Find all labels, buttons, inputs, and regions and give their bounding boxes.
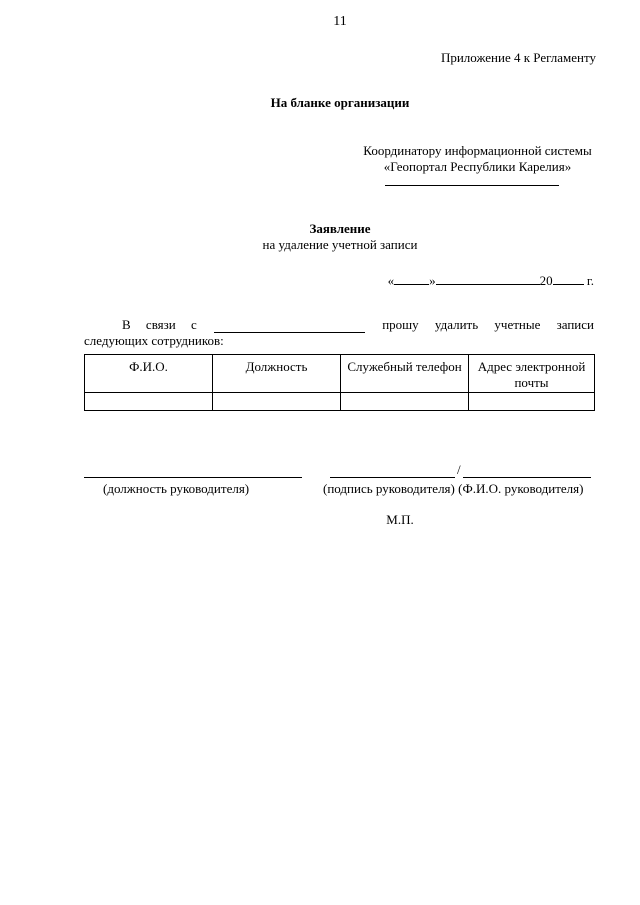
document-title: Заявление (309, 221, 371, 236)
table-header-row (85, 355, 595, 393)
column-header-fio: Ф.И.О. (85, 355, 213, 393)
position-signature-line[interactable] (84, 477, 302, 478)
table-cell-phone[interactable] (341, 393, 469, 411)
page-number: 11 (333, 14, 347, 29)
date-line (388, 271, 594, 289)
column-header-position: Должность (213, 355, 341, 393)
column-header-phone: Служебный телефон (341, 355, 469, 393)
date-year-suffix: г. (586, 273, 594, 288)
table-cell-email[interactable] (469, 393, 595, 411)
addressee-line-2: «Геопортал Республики Карелия» (383, 159, 572, 174)
table-row (85, 393, 595, 411)
date-close-quote: » (429, 273, 436, 288)
reason-blank[interactable] (214, 319, 365, 333)
addressee-blank-line[interactable] (385, 185, 559, 186)
date-century: 20 (539, 273, 553, 288)
intro-text-reason: В связи с (122, 317, 197, 332)
stamp-place: М.П. (386, 512, 414, 527)
caption-signature-name: (подпись руководителя) (Ф.И.О. руководителя) (323, 481, 584, 496)
staff-table (84, 354, 595, 411)
date-year-blank[interactable] (553, 271, 584, 285)
intro-line (84, 317, 594, 333)
intro-text-request: прошу удалить учетные записи (382, 317, 594, 332)
addressee-line-1: Координатору информационной системы (363, 143, 592, 158)
signature-separator: / (457, 462, 461, 477)
table-cell-fio[interactable] (85, 393, 213, 411)
table-cell-position[interactable] (213, 393, 341, 411)
date-month-blank[interactable] (436, 271, 540, 285)
caption-position: (должность руководителя) (103, 481, 250, 496)
signature-line[interactable] (330, 477, 455, 478)
intro-line-2: следующих сотрудников: (84, 333, 224, 348)
document-subtitle: на удаление учетной записи (262, 237, 418, 252)
date-open-quote: « (387, 273, 395, 288)
date-day-blank[interactable] (394, 271, 429, 285)
name-signature-line[interactable] (463, 477, 591, 478)
appendix-reference: Приложение 4 к Регламенту (440, 50, 596, 65)
column-header-email: Адрес электронной почты (469, 355, 595, 393)
letterhead-note: На бланке организации (270, 95, 410, 110)
